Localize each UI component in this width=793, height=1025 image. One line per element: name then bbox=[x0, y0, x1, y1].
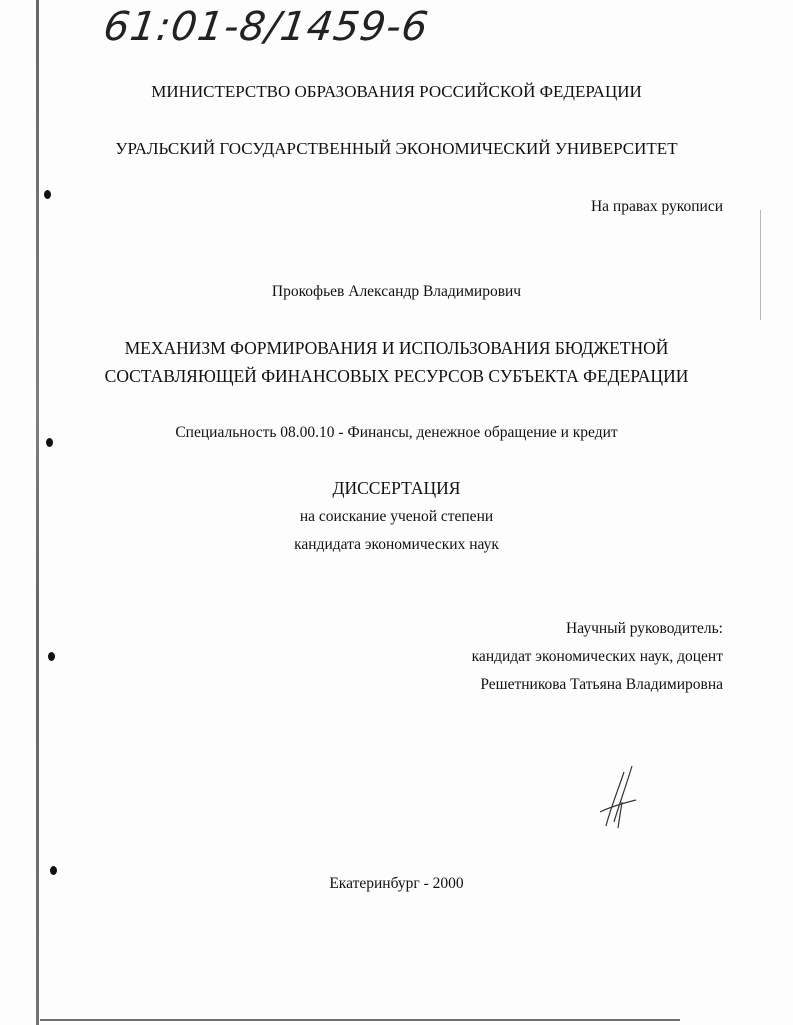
city-year: Екатеринбург - 2000 bbox=[329, 875, 464, 892]
university-name: УРАЛЬСКИЙ ГОСУДАРСТВЕННЫЙ ЭКОНОМИЧЕСКИЙ УНИВЕРСИТЕТ bbox=[115, 139, 678, 158]
scan-bottom-edge bbox=[40, 1019, 680, 1021]
manuscript-note: На правах рукописи bbox=[590, 198, 723, 215]
signature-mark bbox=[592, 762, 642, 832]
supervisor-degree: кандидат экономических наук, доцент bbox=[471, 648, 723, 665]
work-type-label: ДИССЕРТАЦИЯ bbox=[332, 478, 461, 498]
degree-purpose-line-1: на соискание ученой степени bbox=[299, 508, 494, 525]
supervisor-label: Научный руководитель: bbox=[566, 620, 723, 637]
supervisor-name: Решетникова Татьяна Владимировна bbox=[480, 676, 723, 693]
ministry-name: МИНИСТЕРСТВО ОБРАЗОВАНИЯ РОССИЙСКОЙ ФЕДЕРАЦИИ bbox=[151, 82, 642, 101]
archive-code-handwritten: 61:01-8/1459-6 bbox=[100, 4, 432, 50]
binding-hole-mark bbox=[50, 866, 57, 875]
dissertation-title-line-2: СОСТАВЛЯЮЩЕЙ ФИНАНСОВЫХ РЕСУРСОВ СУБЪЕКТА ФЕДЕРАЦИИ bbox=[104, 366, 689, 386]
degree-purpose-line-2: кандидата экономических наук bbox=[294, 536, 499, 553]
specialty: Специальность 08.00.10 - Финансы, денежное обращение и кредит bbox=[175, 424, 618, 441]
author-name: Прокофьев Александр Владимирович bbox=[271, 283, 522, 300]
scan-right-edge bbox=[760, 210, 761, 320]
dissertation-title-line-1: МЕХАНИЗМ ФОРМИРОВАНИЯ И ИСПОЛЬЗОВАНИЯ БЮДЖЕТНОЙ bbox=[124, 338, 669, 358]
